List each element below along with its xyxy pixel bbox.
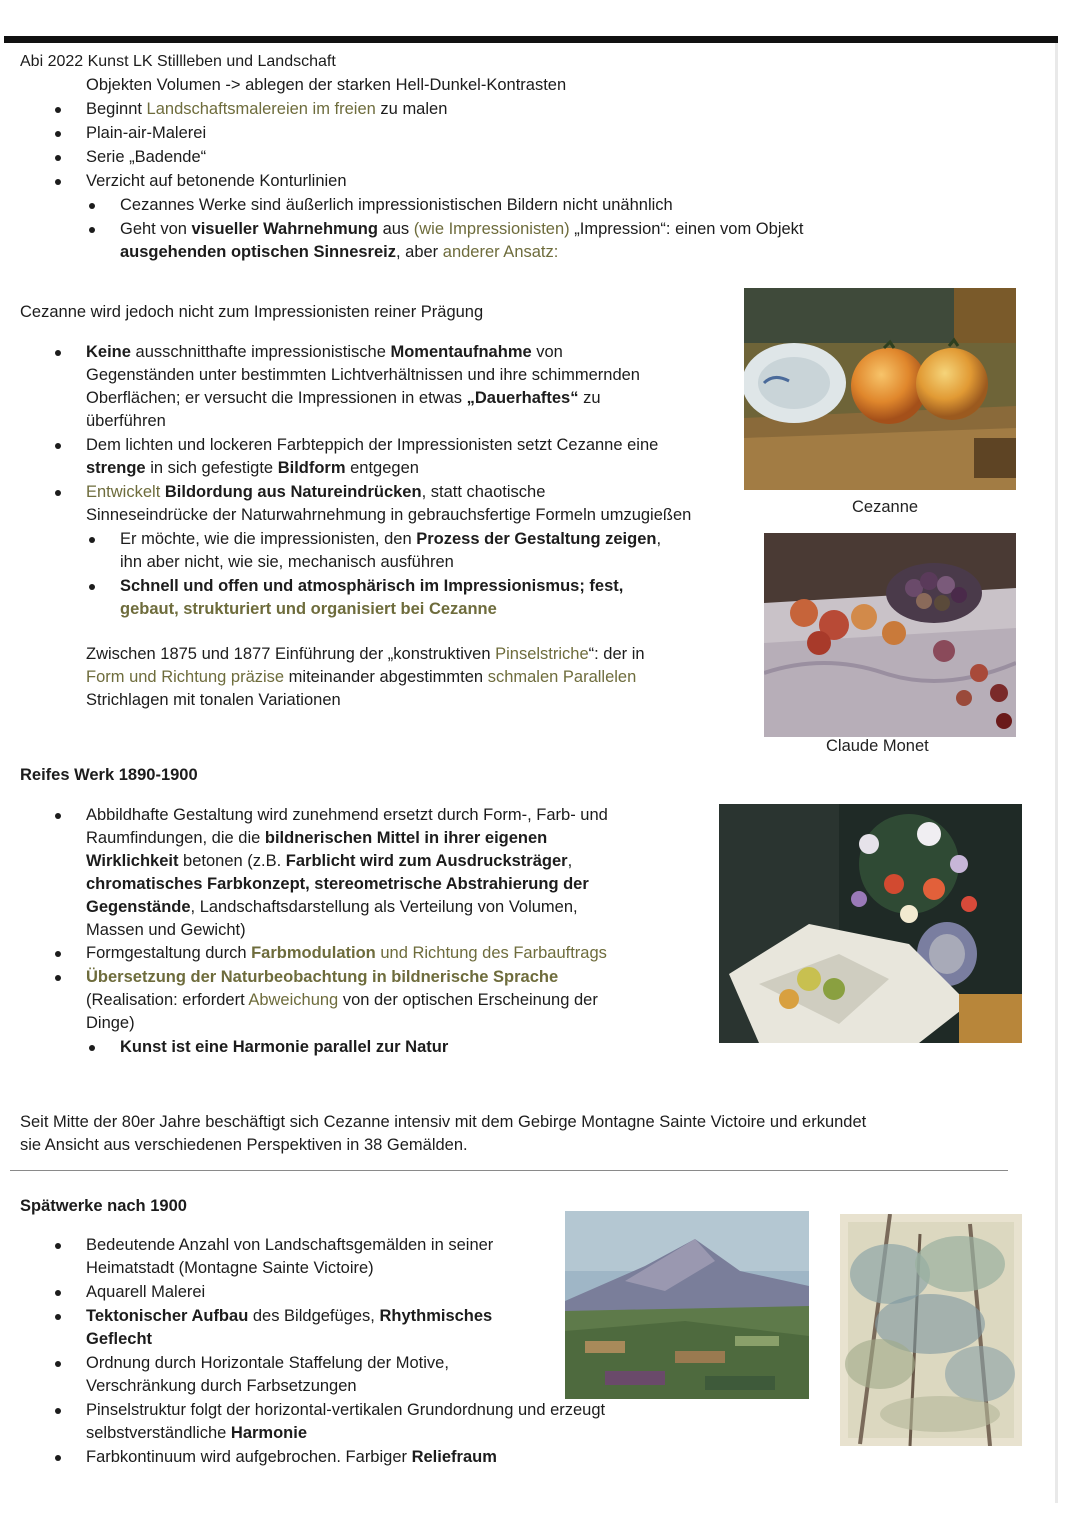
paragraph-line: Zwischen 1875 und 1877 Einführung der „konstruktiven Pinselstriche“: der in xyxy=(86,645,645,663)
list-item-continued: Geflecht xyxy=(86,1330,153,1348)
sub-bullet xyxy=(89,227,95,233)
list-item: Er möchte, wie die impressionisten, den Prozess der Gestaltung zeigen, xyxy=(120,530,662,548)
list-item: Entwickelt Bildordung aus Natureindrücken, statt chaotische xyxy=(86,483,546,501)
list-item: Tektonischer Aufbau des Bildgefüges, Rhythmisches xyxy=(86,1307,493,1325)
bullet xyxy=(55,813,61,819)
list-item: Ordnung durch Horizontale Staffelung der Motive, xyxy=(86,1354,449,1372)
list-item-continued: Sinneseindrücke der Naturwahrnehmung in gebrauchsfertige Formeln umzugießen xyxy=(86,506,692,524)
list-item: Aquarell Malerei xyxy=(86,1283,206,1301)
bullet xyxy=(55,131,61,137)
list-item: Abbildhafte Gestaltung wird zunehmend ersetzt durch Form-, Farb- und xyxy=(86,806,608,824)
list-item-continued: ausgehenden optischen Sinnesreiz, aber anderer Ansatz: xyxy=(120,243,559,261)
list-item-continued: strenge in sich gefestigte Bildform entgegen xyxy=(86,459,419,477)
bullet xyxy=(55,155,61,161)
page-right-edge xyxy=(1055,43,1058,1503)
list-item: Serie „Badende“ xyxy=(86,148,207,166)
cezanne-still-life-image xyxy=(744,288,1016,490)
list-item: Schnell und offen und atmosphärisch im Impressionismus; fest, xyxy=(120,577,624,595)
image-caption: Claude Monet xyxy=(826,737,929,755)
bullet xyxy=(55,1314,61,1320)
list-item-continued: (Realisation: erfordert Abweichung von der optischen Erscheinung der xyxy=(86,991,598,1009)
list-item-continued: Massen und Gewicht) xyxy=(86,921,246,939)
bullet xyxy=(55,1290,61,1296)
page-top-border xyxy=(4,36,1058,43)
bullet xyxy=(55,1455,61,1461)
bullet xyxy=(55,951,61,957)
bullet xyxy=(55,179,61,185)
list-item-continued: ihn aber nicht, wie sie, mechanisch ausführen xyxy=(120,553,454,571)
section-heading: Spätwerke nach 1900 xyxy=(20,1197,187,1215)
list-item: Beginnt Landschaftsmalereien im freien zu malen xyxy=(86,100,448,118)
list-item-continued: Wirklichkeit betonen (z.B. Farblicht wird zum Ausdrucksträger, xyxy=(86,852,573,870)
image-caption: Cezanne xyxy=(852,498,919,516)
list-item-continued: Oberflächen; er versucht die Impressionen in etwas „Dauerhaftes“ zu xyxy=(86,389,601,407)
bullet xyxy=(55,1408,61,1414)
list-item: Bedeutende Anzahl von Landschaftsgemälden in seiner xyxy=(86,1236,494,1254)
list-item-continued: Raumfindungen, die die bildnerischen Mittel in ihrer eigenen xyxy=(86,829,548,847)
paragraph-line: sie Ansicht aus verschiedenen Perspektiven in 38 Gemälden. xyxy=(20,1136,468,1154)
list-item: Plain-air-Malerei xyxy=(86,124,207,142)
list-item: Geht von visueller Wahrnehmung aus (wie Impressionisten) „Impression“: einen vom Objekt xyxy=(120,220,804,238)
bullet xyxy=(55,107,61,113)
list-item-continued: gebaut, strukturiert und organisiert bei Cezanne xyxy=(120,600,497,618)
list-item: Farbkontinuum wird aufgebrochen. Farbiger Reliefraum xyxy=(86,1448,497,1466)
section-heading: Cezanne wird jedoch nicht zum Impressionisten reiner Prägung xyxy=(20,303,484,321)
sub-bullet xyxy=(89,1045,95,1051)
section-heading: Reifes Werk 1890-1900 xyxy=(20,766,198,784)
intro-line: Objekten Volumen -> ablegen der starken Hell-Dunkel-Kontrasten xyxy=(86,76,567,94)
list-item: Kunst ist eine Harmonie parallel zur Natur xyxy=(120,1038,449,1056)
horizontal-divider xyxy=(10,1170,1008,1171)
list-item-continued: Verschränkung durch Farbsetzungen xyxy=(86,1377,357,1395)
aquarell-landscape-image xyxy=(840,1214,1022,1446)
list-item-continued: Gegenständen unter bestimmten Lichtverhältnissen und ihre schimmernden xyxy=(86,366,640,384)
list-item: Übersetzung der Naturbeobachtung in bildnerische Sprache xyxy=(86,968,559,986)
list-item: Dem lichten und lockeren Farbteppich der Impressionisten setzt Cezanne eine xyxy=(86,436,659,454)
paragraph-line: Strichlagen mit tonalen Variationen xyxy=(86,691,341,709)
list-item-continued: Heimatstadt (Montagne Sainte Victoire) xyxy=(86,1259,374,1277)
sub-bullet xyxy=(89,203,95,209)
bullet xyxy=(55,350,61,356)
list-item-continued: selbstverständliche Harmonie xyxy=(86,1424,308,1442)
list-item-continued: Gegenstände, Landschaftsdarstellung als Verteilung von Volumen, xyxy=(86,898,578,916)
paragraph-line: Seit Mitte der 80er Jahre beschäftigt sich Cezanne intensiv mit dem Gebirge Montagne Sainte Victoire und erkundet xyxy=(20,1113,867,1131)
sub-bullet xyxy=(89,537,95,543)
bullet xyxy=(55,490,61,496)
bullet xyxy=(55,975,61,981)
list-item-continued: Dinge) xyxy=(86,1014,135,1032)
sub-bullet xyxy=(89,584,95,590)
monet-still-life-image xyxy=(764,533,1016,737)
bullet xyxy=(55,443,61,449)
flower-still-life-image xyxy=(719,804,1022,1043)
montagne-sainte-victoire-image xyxy=(565,1211,809,1399)
list-item: Formgestaltung durch Farbmodulation und Richtung des Farbauftrags xyxy=(86,944,607,962)
list-item: Keine ausschnitthafte impressionistische Momentaufnahme von xyxy=(86,343,563,361)
bullet xyxy=(55,1361,61,1367)
list-item: Cezannes Werke sind äußerlich impressionistischen Bildern nicht unähnlich xyxy=(120,196,673,214)
list-item-continued: chromatisches Farbkonzept, stereometrische Abstrahierung der xyxy=(86,875,589,893)
bullet xyxy=(55,1243,61,1249)
paragraph-line: Form und Richtung präzise miteinander abgestimmten schmalen Parallelen xyxy=(86,668,637,686)
list-item-continued: überführen xyxy=(86,412,166,430)
list-item: Verzicht auf betonende Konturlinien xyxy=(86,172,347,190)
document-header: Abi 2022 Kunst LK Stillleben und Landschaft xyxy=(20,53,336,70)
list-item: Pinselstruktur folgt der horizontal-vertikalen Grundordnung und erzeugt xyxy=(86,1401,606,1419)
